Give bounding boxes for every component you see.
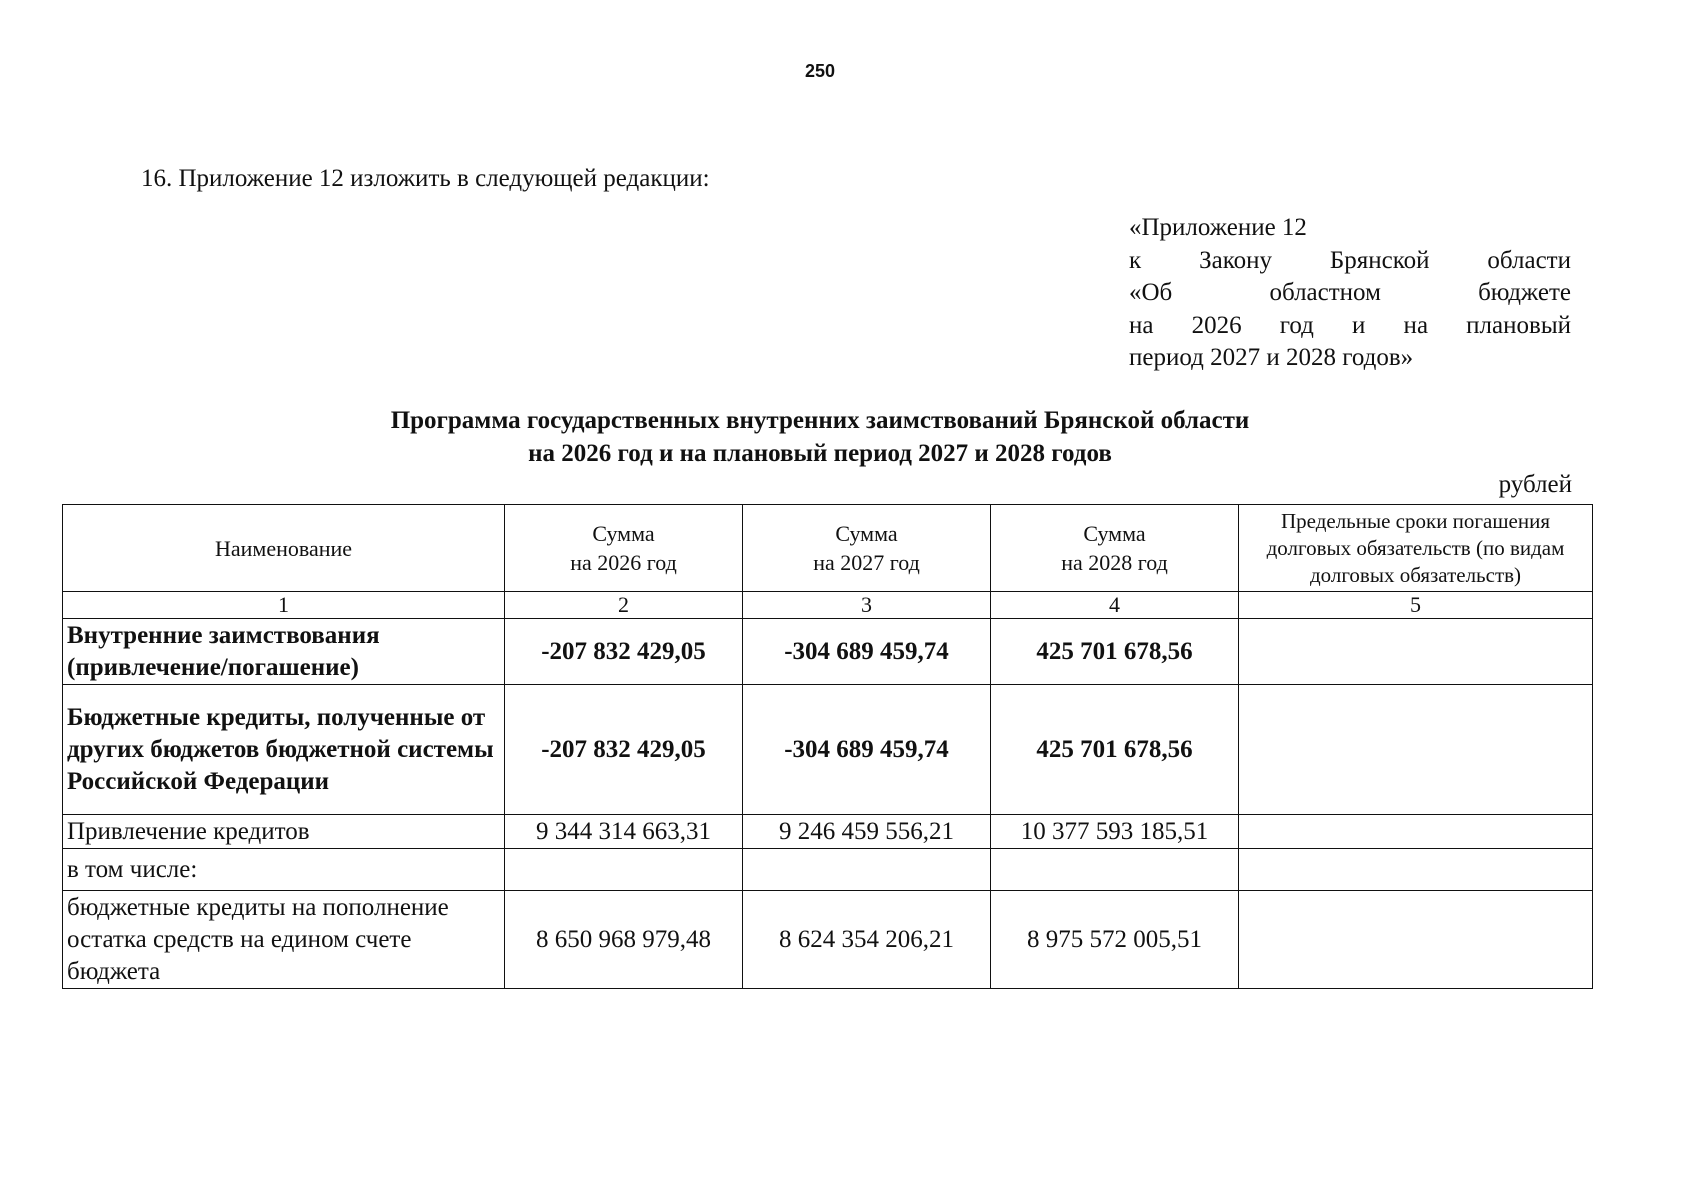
table-row <box>63 685 1593 815</box>
row-deadline <box>1239 891 1593 989</box>
row-value-2026: 8 650 968 979,48 <box>505 891 743 989</box>
page-number: 250 <box>804 61 836 81</box>
row-deadline <box>1239 685 1593 815</box>
header-sum-2026 <box>505 505 743 592</box>
row-value-2028: 8 975 572 005,51 <box>991 891 1239 989</box>
row-value-2028 <box>991 849 1239 891</box>
table-row <box>63 815 1593 849</box>
header-name: Наименование <box>63 505 505 592</box>
table-row <box>63 891 1593 989</box>
units-label: рублей <box>1498 471 1572 498</box>
header-sum-2027-year: на 2027 год <box>813 550 920 575</box>
row-value-2026: -207 832 429,05 <box>505 685 743 815</box>
column-number: 2 <box>505 592 743 619</box>
title-line-1: Программа государственных внутренних заимствований Брянской области <box>390 407 1250 434</box>
header-sum-2027-label: Сумма <box>835 521 898 546</box>
table-row <box>63 849 1593 891</box>
table-row <box>63 619 1593 685</box>
row-value-2028: 10 377 593 185,51 <box>991 815 1239 849</box>
appendix-reference <box>1129 212 1571 375</box>
row-value-2026: 9 344 314 663,31 <box>505 815 743 849</box>
title-line-2: на 2026 год и на плановый период 2027 и 2028 годов <box>528 440 1112 467</box>
header-sum-2027 <box>743 505 991 592</box>
borrowing-program-table <box>62 504 1593 989</box>
row-name: бюджетные кредиты на пополнение остатка средств на едином счете бюджета <box>63 891 505 989</box>
column-number: 1 <box>63 592 505 619</box>
header-sum-2028-year: на 2028 год <box>1061 550 1168 575</box>
row-value-2028: 425 701 678,56 <box>991 685 1239 815</box>
row-name: Внутренние заимствования (привлечение/погашение) <box>63 619 505 685</box>
row-value-2027: 8 624 354 206,21 <box>743 891 991 989</box>
row-value-2026: -207 832 429,05 <box>505 619 743 685</box>
row-value-2027: -304 689 459,74 <box>743 619 991 685</box>
header-sum-2026-label: Сумма <box>592 521 655 546</box>
appendix-line-4: на 2026 год и на плановый <box>1129 311 1571 339</box>
row-name: Бюджетные кредиты, полученные от других бюджетов бюджетной системы Российской Федерации <box>63 685 505 815</box>
appendix-line-5: период 2027 и 2028 годов» <box>1129 344 1414 371</box>
column-number: 4 <box>991 592 1239 619</box>
row-value-2026 <box>505 849 743 891</box>
header-sum-2028 <box>991 505 1239 592</box>
column-number: 3 <box>743 592 991 619</box>
row-deadline <box>1239 849 1593 891</box>
appendix-line-2: к Закону Брянской области <box>1129 246 1571 274</box>
header-sum-2026-year: на 2026 год <box>570 550 677 575</box>
header-sum-2028-label: Сумма <box>1083 521 1146 546</box>
row-value-2028: 425 701 678,56 <box>991 619 1239 685</box>
appendix-line-3: «Об областном бюджете <box>1129 279 1571 306</box>
row-deadline <box>1239 815 1593 849</box>
header-deadline: Предельные сроки погашения долговых обязательств (по видам долговых обязательств) <box>1239 505 1593 592</box>
appendix-line-1: «Приложение 12 <box>1129 214 1307 241</box>
row-value-2027: -304 689 459,74 <box>743 685 991 815</box>
document-title <box>130 404 1510 470</box>
amendment-intro: 16. Приложение 12 изложить в следующей редакции: <box>141 165 710 192</box>
column-number: 5 <box>1239 592 1593 619</box>
row-name: Привлечение кредитов <box>63 815 505 849</box>
row-deadline <box>1239 619 1593 685</box>
row-name: в том числе: <box>63 849 505 891</box>
column-number-row <box>63 592 1593 619</box>
row-value-2027: 9 246 459 556,21 <box>743 815 991 849</box>
row-value-2027 <box>743 849 991 891</box>
table-header-row <box>63 505 1593 592</box>
